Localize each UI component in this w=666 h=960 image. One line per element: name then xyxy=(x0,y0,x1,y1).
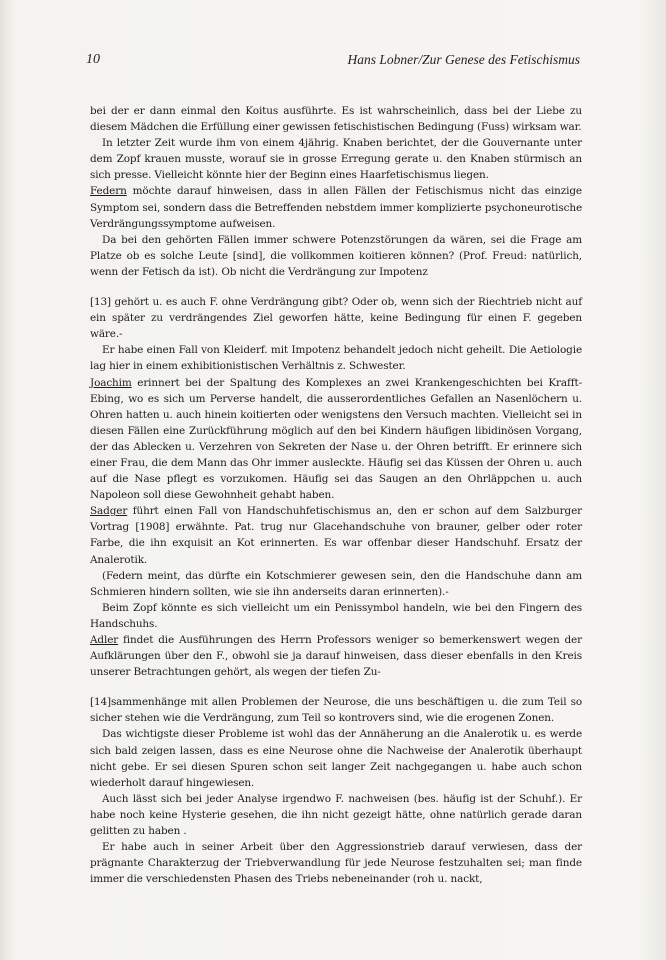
body-text xyxy=(90,103,582,887)
paragraph-14: Auch lässt sich bei jeder Analyse irgendwo F. nachweisen (bes. häufig ist der Schuhf.). Er habe noch keine Hysterie gesehen, die ihn nicht gezeigt hätte, ohne natürlich gerade daran gelitten zu haben . xyxy=(90,792,582,838)
paragraph-3: Federn möchte darauf hinweisen, dass in allen Fällen der Fetischismus nicht das einzige Symptom sei, sondern dass die Betreffenden nebstdem immer komplizierte psychoneurotische Verdrängungssymptome aufweisen. xyxy=(90,185,582,230)
paragraph-4: Da bei den gehörten Fällen immer schwere Potenzstörungen da wären, sei die Frage am Platze ob es solche Leute [sind], die vollkommen koitieren können? (Prof. Freud: natürlich, wenn der Fetisch da ist). Ob nicht die Verdrängung zur Impotenz xyxy=(90,233,582,278)
paragraph-11: Adler findet die Ausführungen des Herrn Professors weniger so bemerkenswert wegen der Aufklärungen über den F., obwohl sie ja darauf hinweisen, dass dieser ebenfalls in den Kreis unserer Betrachtungen gehört, als wegen der tiefen Zu- xyxy=(90,634,582,679)
page-number: 10 xyxy=(86,52,100,67)
speaker-name: Joachim xyxy=(90,376,132,389)
paragraph-2: In letzter Zeit wurde ihm von einem 4jährig. Knaben berichtet, der die Gouvernante unter dem Zopf krauen musste, worauf sie in grosse Erregung gerate u. den Knaben stürmisch an sich presse. Vielleicht könnte hier der Beginn eines Haarfetischismus liegen. xyxy=(90,137,582,182)
page-header xyxy=(86,52,580,70)
paragraph-7: Joachim erinnert bei der Spaltung des Komplexes an zwei Krankengeschichten bei Krafft-Ebing, wo es sich um Perverse handelt, die ausserordentliches Gefallen an Nasenlöchern u. Ohren hatten u. auch hinein koitierten oder wenigstens den Versuch machten. Vielleicht sei in diesen Fällen eine Zurückführung möglich auf den bei Kindern häufigen libidinösen Vorgang, der das Ablecken u. Verzehren von Sekreten der Nase u. der Ohren betrifft. Er erinnere sich einer Frau, die dem Mann das Ohr immer ausleckte. Häufig sei das Küssen der Ohren u. auch auf die Nase pflegt es vorzukomen. Häufig sei das Saugen an den Ohrläppchen u. auch Napoleon soll diese Gewohnheit gehabt haben. xyxy=(90,376,582,502)
paragraph-9: (Federn meint, das dürfte ein Kotschmierer gewesen sein, den die Handschuhe dann am Schmieren hindern sollten, wie sie ihn anderseits daran erinnerten).- xyxy=(90,569,582,598)
running-title: Hans Lobner/Zur Genese des Fetischismus xyxy=(347,52,580,67)
paragraph-10: Beim Zopf könnte es sich vielleicht um ein Penissymbol handeln, wie bei den Fingern des Handschuhs. xyxy=(90,601,582,630)
paragraph-1: bei der er dann einmal den Koitus ausführte. Es ist wahrscheinlich, dass bei der Liebe zu diesem Mädchen die Erfüllung einer gewissen fetischistischen Bedingung (Fuss) wirksam war. xyxy=(90,105,582,134)
paragraph-15: Er habe auch in seiner Arbeit über den Aggressionstrieb darauf verwiesen, dass der prägnante Charakterzug der Triebverwandlung für jede Neurose festzuhalten sei; man finde immer die verschiedensten Phasen des Triebs nebeneinander (roh u. nackt, xyxy=(90,841,582,886)
paragraph-6: Er habe einen Fall von Kleiderf. mit Impotenz behandelt jedoch nicht geheilt. Die Aetiologie lag hier in einem exhibitionistischen Verhältnis z. Schwester. xyxy=(90,344,582,373)
paragraph-8: Sadger führt einen Fall von Handschuhfetischismus an, den er schon auf dem Salzburger Vortrag [1908] erwähnte. Pat. trug nur Glacehandschuhe von brauner, gelber oder roter Farbe, die ihn exquisit an Kot erinnerten. Es war offenbar dieser Handschuhf. Ersatz der Analerotik. xyxy=(90,505,582,566)
paragraph-5: [13] gehört u. es auch F. ohne Verdrängung gibt? Oder ob, wenn sich der Riechtrieb nicht auf ein später zu verdrängendes Ziel geworfen hätte, keine Bedingung für einen F. gegeben wäre.- xyxy=(90,296,582,341)
speaker-name: Sadger xyxy=(90,505,128,518)
paragraph-12: [14]sammenhänge mit allen Problemen der Neurose, die uns beschäftigen u. die zum Teil so sicher stehen wie die Verdrängung, zum Teil so kontrovers sind, wie die erogenen Zonen. xyxy=(90,696,582,725)
speaker-name: Adler xyxy=(90,634,119,646)
paragraph-13: Das wichtigste dieser Probleme ist wohl das der Annäherung an die Analerotik u. es werde sich bald zeigen lassen, dass es eine Neurose ohne die Nachweise der Analerotik überhaupt nicht gebe. Er sei diesen Spuren schon seit langer Zeit nachgegangen u. habe auch schon wiederholt darauf hingewiesen. xyxy=(90,728,582,789)
speaker-name: Federn xyxy=(90,185,127,198)
